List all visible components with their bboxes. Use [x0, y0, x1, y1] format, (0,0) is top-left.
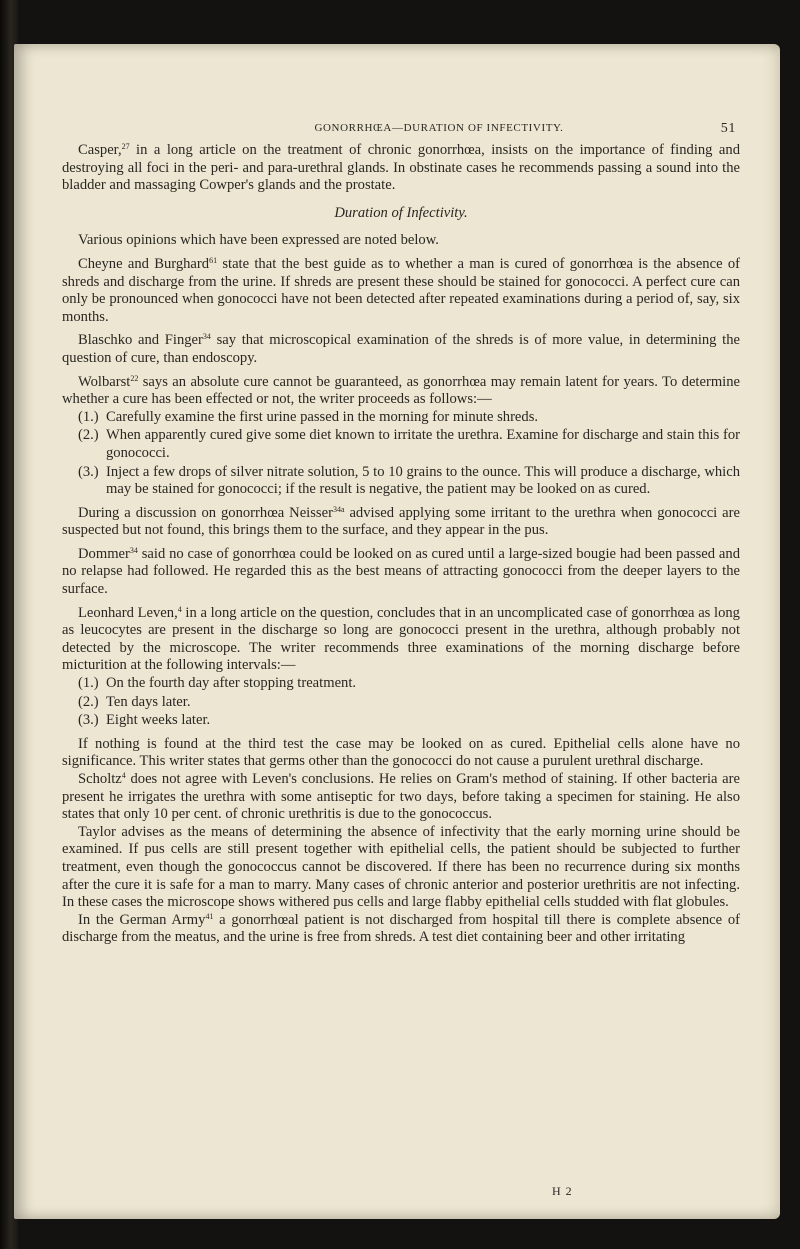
paragraph-text: said no case of gonorrhœa could be looked on as cured until a large-sized bougie had been passed and no relapse had followed. He regarded this as the best means of attracting gonococci from the deeper layers to the surface.	[62, 545, 740, 598]
paragraph	[62, 256, 740, 326]
paragraph	[62, 824, 740, 912]
list-item-text: Eight weeks later.	[106, 712, 211, 729]
paragraph	[62, 505, 740, 540]
paragraph	[62, 912, 740, 947]
paragraph-lead: Casper,	[78, 142, 122, 158]
list-item-text: On the fourth day after stopping treatment.	[106, 675, 357, 692]
paragraph-text: Various opinions which have been expressed are noted below.	[78, 232, 439, 249]
page-header	[94, 122, 744, 142]
reference-mark: 34	[129, 545, 138, 555]
reference-mark: 4	[121, 771, 126, 780]
list-number: (1.)	[78, 675, 99, 692]
paragraph-text: If nothing is found at the third test the case may be looked on as cured. Epithelial cells alone have no significance. This writer states that germs other than the gonococci do not cause a purulent urethral discharge.	[62, 735, 740, 770]
paragraph-text: advised applying some irritant to the urethra when gonococci are suspected but not found, this brings them to the surface, and they appear in the pus.	[62, 504, 740, 539]
signature-mark: H 2	[552, 1184, 573, 1198]
paragraph-lead: In the German Army	[78, 911, 206, 928]
running-title: GONORRHŒA—DURATION OF INFECTIVITY.	[314, 122, 564, 134]
paragraph-text: says an absolute cure cannot be guaranteed, as gonorrhœa may remain latent for years. To determine whether a cure has been effected or not, the writer proceeds as follows:—	[62, 373, 740, 408]
paragraph-text: in a long article on the treatment of chronic gonorrhœa, insists on the importance of finding and destroying all foci in the peri- and para-urethral glands. In obstinate cases he recommends passing a sound into the bladder and massaging Cowper's glands and the prostate.	[62, 142, 740, 194]
list-number: (2.)	[78, 427, 99, 444]
list-item	[62, 427, 740, 462]
page-body	[62, 142, 740, 947]
paragraph	[62, 332, 740, 367]
numbered-list	[62, 409, 740, 499]
paragraph-lead: Cheyne and Burghard	[78, 255, 210, 272]
paragraph-text: state that the best guide as to whether a man is cured of gonorrhœa is the absence of shreds and discharge from the urine. If shreds are present these should be stained for gonococci. A perfect cure can only be pronounced when gonococci have not been detected after repeated examinations during a period of, say, six months.	[62, 255, 740, 325]
paragraph-lead: Dommer	[78, 545, 130, 562]
list-number: (1.)	[78, 408, 99, 425]
paragraph-text: Taylor advises as the means of determining the absence of infectivity that the early morning urine should be examined. If pus cells are still present together with epithelial cells, the patient should be subjected to further treatment, even though the gonococcus cannot be discovered. If there has been no recurrence during six months after the cure it is safe for a man to marry. Many cases of chronic anterior and posterior urethritis are not infecting. In these cases the microscope shows withered pus cells and large flabby epithelial cells studded with flat globules.	[62, 823, 740, 911]
paragraph-lead: During a discussion on gonorrhœa Neisser	[78, 504, 333, 521]
list-item	[62, 464, 740, 499]
paragraph	[62, 736, 740, 771]
reference-mark: 22	[130, 373, 139, 383]
paragraph	[62, 232, 740, 250]
list-item-text: When apparently cured give some diet known to irritate the urethra. Examine for discharge and stain this for gonococci.	[106, 427, 740, 461]
reference-mark: 27	[121, 142, 130, 151]
page-number: 51	[720, 121, 736, 136]
list-item-text: Ten days later.	[106, 693, 191, 710]
reference-mark: 41	[205, 911, 214, 921]
paragraph-lead: Wolbarst	[78, 373, 131, 390]
reference-mark: 34a	[332, 504, 345, 514]
reference-mark: 61	[209, 255, 218, 265]
paragraph	[62, 142, 740, 195]
paragraph-text: a gonorrhœal patient is not discharged from hospital till there is complete absence of discharge from the meatus, and the urine is free from shreds. A test diet containing beer and other irritating	[62, 911, 740, 946]
list-number: (2.)	[78, 693, 99, 710]
paragraph	[62, 374, 740, 409]
numbered-list	[62, 675, 740, 730]
paragraph-text: say that microscopical examination of the shreds is of more value, in determining the question of cure, than endoscopy.	[62, 332, 740, 366]
list-number: (3.)	[78, 712, 99, 729]
paragraph-lead: Scholtz	[78, 771, 122, 787]
paragraph-text: in a long article on the question, concludes that in an uncomplicated case of gonorrhœa as long as leucocytes are present in the discharge so long are gonococci present in the urethra, although probably not detected by the microscope. The writer recommends three examinations of the morning discharge before micturition at the following intervals:—	[62, 604, 740, 674]
book-page	[14, 44, 780, 1219]
section-heading: Duration of Infectivity.	[334, 204, 468, 221]
paragraph-lead: Leonhard Leven,	[78, 604, 178, 621]
reference-mark: 34	[202, 332, 211, 342]
paragraph-lead: Blaschko and Finger	[78, 332, 203, 349]
paragraph-text: does not agree with Leven's conclusions. He relies on Gram's method of staining. If other bacteria are present he irrigates the urethra with some antiseptic for two days, before taking a specimen for staining. He also states that only 10 per cent. of chronic urethritis is due to the gonococcus.	[62, 771, 740, 823]
list-item-text: Inject a few drops of silver nitrate solution, 5 to 10 grains to the ounce. This will produce a discharge, which may be stained for gonococci; if the result is negative, the patient may be looked on as cured.	[106, 463, 740, 498]
list-item	[62, 712, 740, 730]
paragraph	[62, 605, 740, 675]
reference-mark: 4	[177, 604, 182, 614]
list-item	[62, 409, 740, 427]
list-item-text: Carefully examine the first urine passed in the morning for minute shreds.	[106, 408, 539, 425]
list-item	[62, 694, 740, 712]
paragraph	[62, 546, 740, 599]
list-item	[62, 675, 740, 693]
paragraph	[62, 771, 740, 824]
list-number: (3.)	[78, 463, 99, 480]
